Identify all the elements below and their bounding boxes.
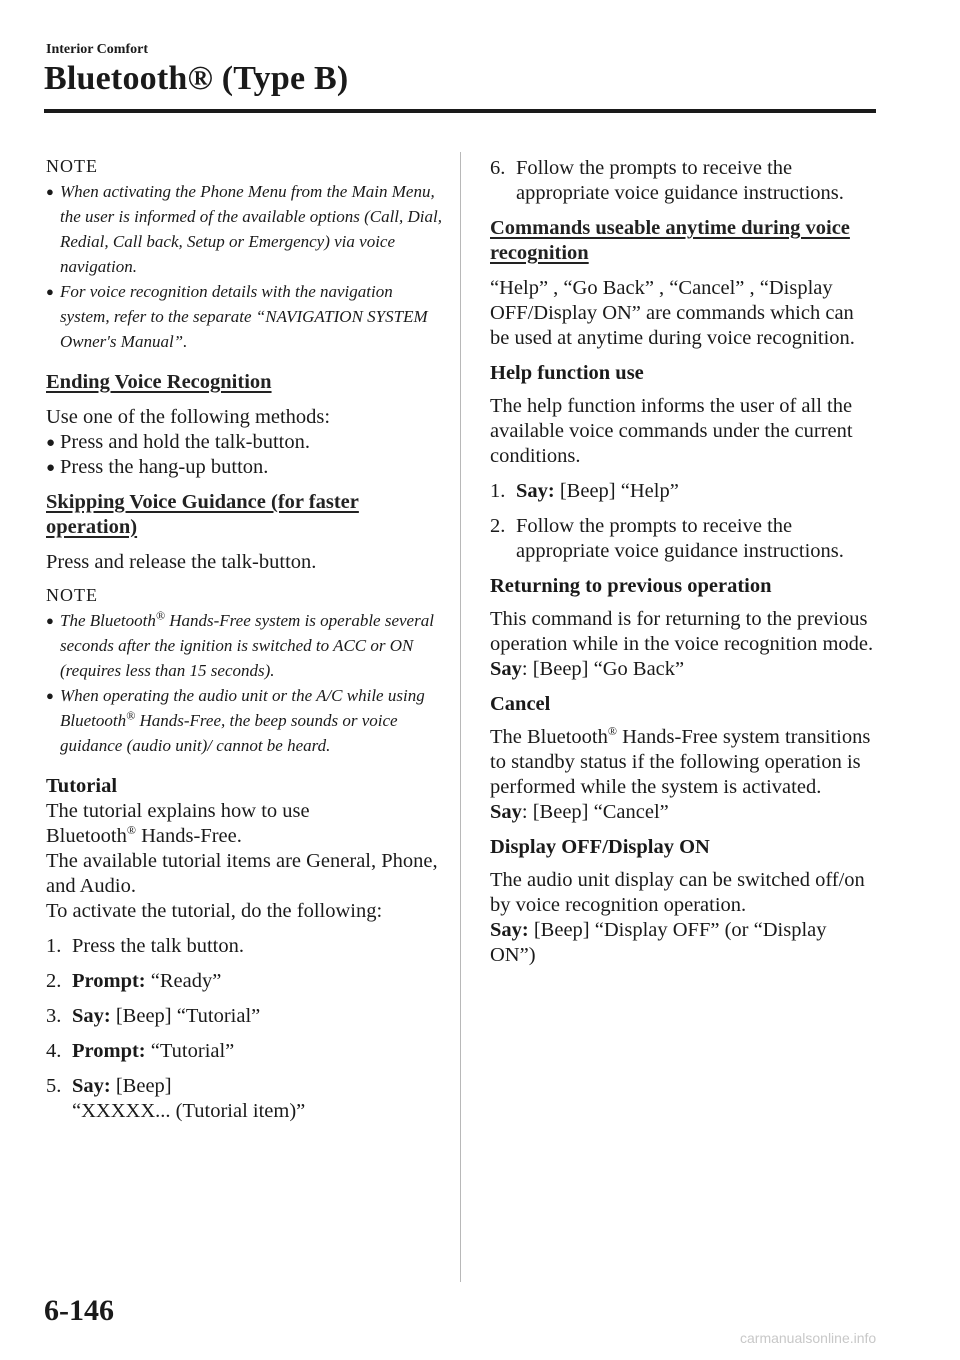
step-3 [46, 1004, 446, 1029]
help-steps [490, 479, 875, 564]
step-text: [Beep] [110, 1075, 172, 1097]
note-heading: NOTE [46, 585, 98, 605]
tutorial-line-3: The available tutorial items are General, Phone, and Audio. [46, 850, 438, 897]
bullet-icon: ● [46, 284, 54, 299]
say-text: [Beep] “Display OFF” (or “Display ON”) [490, 919, 827, 966]
note-text-b: Hands-Free, the beep sounds or voice guidance (audio unit)/ cannot be heard. [60, 711, 398, 755]
page-number: 6-146 [44, 1294, 114, 1327]
step-label: Say: [72, 1005, 111, 1027]
registered-mark: ® [607, 724, 617, 739]
help-step-1 [490, 479, 875, 504]
list-item [46, 455, 446, 480]
say-label: Say [490, 801, 522, 823]
step-5 [46, 1074, 446, 1124]
step-number: 3. [46, 1005, 62, 1027]
ending-intro: Use one of the following methods: [46, 406, 331, 428]
bullet-icon: ● [46, 613, 54, 628]
step-4 [46, 1039, 446, 1064]
say-text: : [Beep] “Cancel” [521, 801, 669, 823]
step-2 [46, 969, 446, 994]
list-item-text: Press and hold the talk-button. [60, 431, 310, 453]
note-text: For voice recognition details with the navigation system, refer to the separate “NAVIGATION SYSTEM Owner's Manual”. [60, 282, 428, 351]
skipping-voice-guidance-heading: Skipping Voice Guidance (for faster operation) [46, 491, 359, 538]
step-text: Follow the prompts to receive the appropriate voice guidance instructions. [516, 515, 844, 562]
help-step-2 [490, 514, 875, 564]
step-text: “Tutorial” [145, 1040, 235, 1062]
cancel-heading: Cancel [490, 693, 551, 715]
note-text-a: The Bluetooth [60, 611, 156, 630]
step-text: “Ready” [145, 970, 222, 992]
step-number: 6. [490, 157, 506, 179]
note-item [46, 279, 446, 354]
title-rule [44, 109, 876, 113]
say-label: Say: [490, 919, 529, 941]
note-heading: NOTE [46, 156, 98, 176]
say-text: : [Beep] “Go Back” [521, 658, 685, 680]
note-list [46, 608, 446, 758]
tutorial-line-4: To activate the tutorial, do the following: [46, 900, 383, 922]
right-column [490, 156, 875, 978]
cancel-text-a: The Bluetooth [490, 726, 608, 748]
display-heading: Display OFF/Display ON [490, 836, 710, 858]
commands-heading: Commands useable anytime during voice recognition [490, 217, 850, 264]
tutorial-heading: Tutorial [46, 775, 118, 797]
left-column [46, 156, 446, 1134]
cancel-text-b: Hands-Free system transitions to standby status if the following operation is performed while the system is activated. [490, 726, 871, 798]
step-1 [46, 934, 446, 959]
commands-text: “Help” , “Go Back” , “Cancel” , “Display OFF/Display ON” are commands which can be used at anytime during voice recognition. [490, 277, 855, 349]
bullet-icon: ● [46, 688, 54, 703]
watermark: carmanualsonline.info [740, 1330, 877, 1346]
section-label: Interior Comfort [46, 42, 148, 57]
step-number: 2. [490, 515, 506, 537]
bullet-icon: ● [46, 435, 56, 451]
registered-mark: ® [126, 708, 136, 723]
step-number: 5. [46, 1075, 62, 1097]
note-text: When activating the Phone Menu from the Main Menu, the user is informed of the available options (Call, Dial, Redial, Call back, Setup or Emergency) via voice navigation. [60, 182, 443, 276]
page-title: Bluetooth® (Type B) [44, 60, 349, 97]
registered-mark: ® [126, 823, 136, 838]
ending-methods-list [46, 430, 446, 480]
step-label: Say: [516, 480, 555, 502]
bullet-icon: ● [46, 184, 54, 199]
help-heading: Help function use [490, 362, 644, 384]
cancel-say [490, 800, 875, 825]
tutorial-steps [46, 934, 446, 1124]
step-6 [490, 156, 875, 206]
step-label: Say: [72, 1075, 111, 1097]
tutorial-line-2 [46, 824, 446, 849]
step-text: Press the talk button. [72, 935, 244, 957]
note-item [46, 608, 446, 683]
tutorial-steps-continued [490, 156, 875, 206]
step-label: Prompt: [72, 970, 146, 992]
step-text-line-2: “XXXXX... (Tutorial item)” [72, 1100, 306, 1122]
step-text: Follow the prompts to receive the appropriate voice guidance instructions. [516, 157, 844, 204]
step-text: [Beep] “Help” [554, 480, 679, 502]
return-text: This command is for returning to the previous operation while in the voice recognition mode. [490, 608, 874, 655]
note-list [46, 179, 446, 354]
step-label: Prompt: [72, 1040, 146, 1062]
display-say [490, 918, 875, 968]
tutorial-line-1: The tutorial explains how to use [46, 800, 310, 822]
skipping-text: Press and release the talk-button. [46, 551, 317, 573]
step-number: 1. [490, 480, 506, 502]
step-number: 4. [46, 1040, 62, 1062]
note-text-b: Hands-Free system is operable several seconds after the ignition is switched to ACC or ON (requires less than 15 seconds). [60, 611, 434, 680]
note-item [46, 179, 446, 279]
step-text: [Beep] “Tutorial” [110, 1005, 261, 1027]
help-text: The help function informs the user of all the available voice commands under the current conditions. [490, 395, 853, 467]
tutorial-line-2-b: Hands-Free. [135, 825, 242, 847]
registered-mark: ® [155, 608, 165, 623]
list-item [46, 430, 446, 455]
ending-voice-recognition-heading: Ending Voice Recognition [46, 371, 272, 393]
column-divider [460, 152, 461, 1282]
note-text-a: When operating the audio unit or the A/C while using Bluetooth [60, 686, 425, 730]
list-item-text: Press the hang-up button. [60, 456, 269, 478]
bullet-icon: ● [46, 460, 56, 476]
display-text: The audio unit display can be switched off/on by voice recognition operation. [490, 869, 865, 916]
cancel-text [490, 725, 875, 800]
tutorial-line-2-a: Bluetooth [46, 825, 127, 847]
step-number: 1. [46, 935, 62, 957]
return-heading: Returning to previous operation [490, 575, 772, 597]
say-label: Say [490, 658, 522, 680]
return-say [490, 657, 875, 682]
step-number: 2. [46, 970, 62, 992]
note-item [46, 683, 446, 758]
